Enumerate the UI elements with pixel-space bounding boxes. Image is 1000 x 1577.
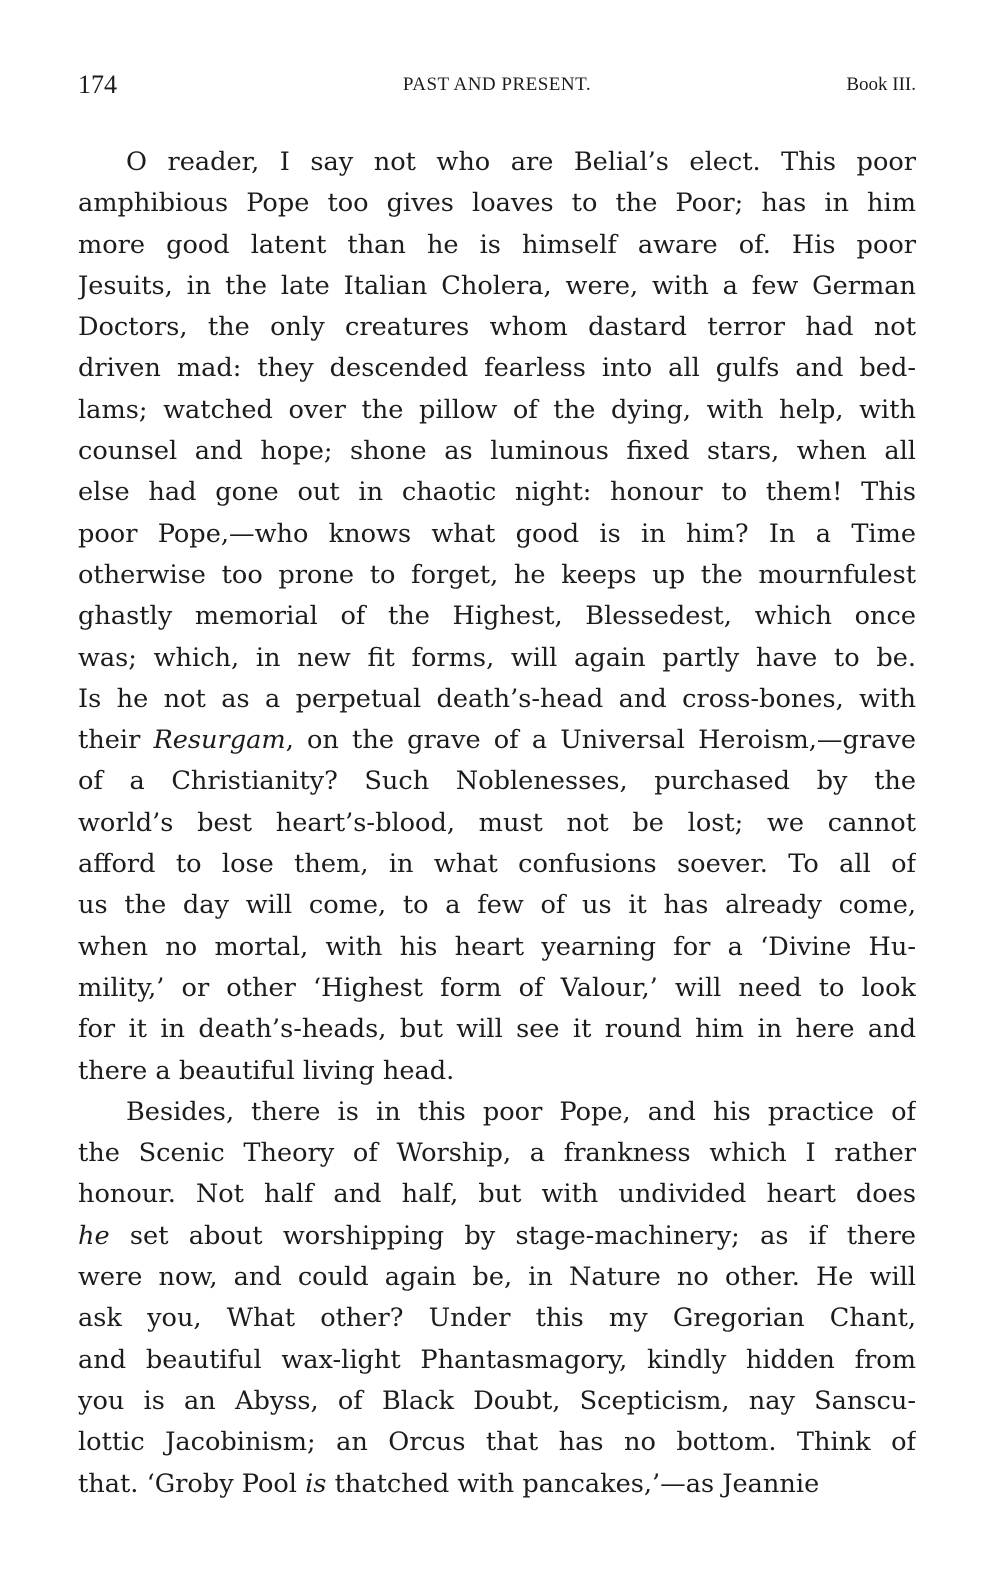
text-segment: was; which, in new fit forms, will again partly have to be.: [78, 642, 916, 673]
body-text: [78, 142, 916, 1505]
book-label: Book III.: [846, 74, 916, 95]
italic-text: Resurgam: [153, 725, 286, 756]
text-line: [78, 803, 916, 844]
page-number: 174: [78, 70, 117, 99]
text-line: [78, 1340, 916, 1381]
text-line: [78, 844, 916, 885]
text-line: [78, 1174, 916, 1215]
paragraph: [78, 1092, 916, 1505]
text-segment: thatched with pancakes,’—as Jeannie: [326, 1468, 820, 1499]
text-line: [78, 968, 916, 1009]
book-page: [78, 70, 916, 1505]
italic-text: is: [305, 1468, 327, 1499]
text-segment: Doctors, the only creatures whom dastard terror had not: [78, 312, 916, 343]
text-segment: for it in death’s-heads, but will see it round him in here and: [78, 1014, 916, 1045]
text-line: [78, 348, 916, 389]
text-segment: ghastly memorial of the Highest, Blessedest, which once: [78, 601, 916, 632]
text-line: [78, 1133, 916, 1174]
text-segment: us the day will come, to a few of us it has already come,: [78, 890, 916, 921]
text-segment: honour. Not half and half, but with undivided heart does: [78, 1179, 916, 1210]
italic-text: he: [78, 1220, 110, 1251]
text-line: [78, 1092, 916, 1133]
text-line: [78, 1464, 916, 1505]
text-line: [78, 225, 916, 266]
text-line: [78, 885, 916, 926]
paragraph: [78, 142, 916, 1092]
text-segment: more good latent than he is himself aware of. His poor: [78, 229, 916, 260]
text-line: [78, 1216, 916, 1257]
text-line: [78, 638, 916, 679]
text-line: [78, 555, 916, 596]
text-line: [78, 1051, 916, 1092]
running-head: [78, 70, 916, 106]
text-line: [78, 596, 916, 637]
text-segment: set about worshipping by stage-machinery; as if there: [109, 1220, 916, 1251]
text-segment: and beautiful wax-light Phantasmagory, kindly hidden from: [78, 1344, 916, 1375]
text-line: [78, 390, 916, 431]
text-segment: poor Pope,—who knows what good is in him? In a Time: [78, 518, 916, 549]
text-segment: of a Christianity? Such Noblenesses, purchased by the: [78, 766, 916, 797]
text-line: [78, 1298, 916, 1339]
text-segment: Is he not as a perpetual death’s-head and cross-bones, with: [78, 683, 916, 714]
text-line: [78, 142, 916, 183]
text-segment: else had gone out in chaotic night: honour to them! This: [78, 477, 916, 508]
text-segment: world’s best heart’s-blood, must not be lost; we cannot: [78, 807, 916, 838]
text-segment: otherwise too prone to forget, he keeps up the mournfulest: [78, 559, 916, 590]
running-title: PAST AND PRESENT.: [402, 74, 592, 95]
text-segment: lottic Jacobinism; an Orcus that has no bottom. Think of: [78, 1427, 916, 1458]
text-segment: Jesuits, in the late Italian Cholera, were, with a few German: [78, 270, 916, 301]
text-segment: afford to lose them, in what confusions soever. To all of: [78, 849, 916, 880]
text-line: [78, 472, 916, 513]
text-line: [78, 761, 916, 802]
text-line: [78, 1009, 916, 1050]
text-segment: were now, and could again be, in Nature no other. He will: [78, 1262, 916, 1293]
text-segment: counsel and hope; shone as luminous fixed stars, when all: [78, 436, 916, 467]
text-line: [78, 1422, 916, 1463]
text-segment: you is an Abyss, of Black Doubt, Scepticism, nay Sanscu-: [78, 1385, 916, 1416]
text-line: [78, 266, 916, 307]
text-line: [78, 307, 916, 348]
text-segment: amphibious Pope too gives loaves to the Poor; has in him: [78, 188, 916, 219]
text-line: [78, 1257, 916, 1298]
text-line: [78, 183, 916, 224]
text-line: [78, 431, 916, 472]
text-segment: there a beautiful living head.: [78, 1055, 455, 1086]
text-line: [78, 720, 916, 761]
text-line: [78, 679, 916, 720]
text-line: [78, 514, 916, 555]
text-segment: the Scenic Theory of Worship, a frankness which I rather: [78, 1138, 916, 1169]
text-segment: Besides, there is in this poor Pope, and his practice of: [126, 1096, 916, 1127]
text-line: [78, 1381, 916, 1422]
text-segment: O reader, I say not who are Belial’s elect. This poor: [126, 147, 916, 177]
text-segment: , on the grave of a Universal Heroism,—grave: [285, 725, 916, 756]
text-line: [78, 927, 916, 968]
text-segment: that. ‘Groby Pool: [78, 1468, 306, 1499]
text-segment: when no mortal, with his heart yearning for a ‘Divine Hu-: [78, 931, 916, 962]
text-segment: ask you, What other? Under this my Gregorian Chant,: [78, 1303, 916, 1334]
text-segment: driven mad: they descended fearless into all gulfs and bed-: [78, 353, 916, 384]
text-segment: lams; watched over the pillow of the dying, with help, with: [78, 394, 916, 425]
text-segment: mility,’ or other ‘Highest form of Valour,’ will need to look: [78, 972, 916, 1003]
text-segment: their: [78, 725, 154, 756]
